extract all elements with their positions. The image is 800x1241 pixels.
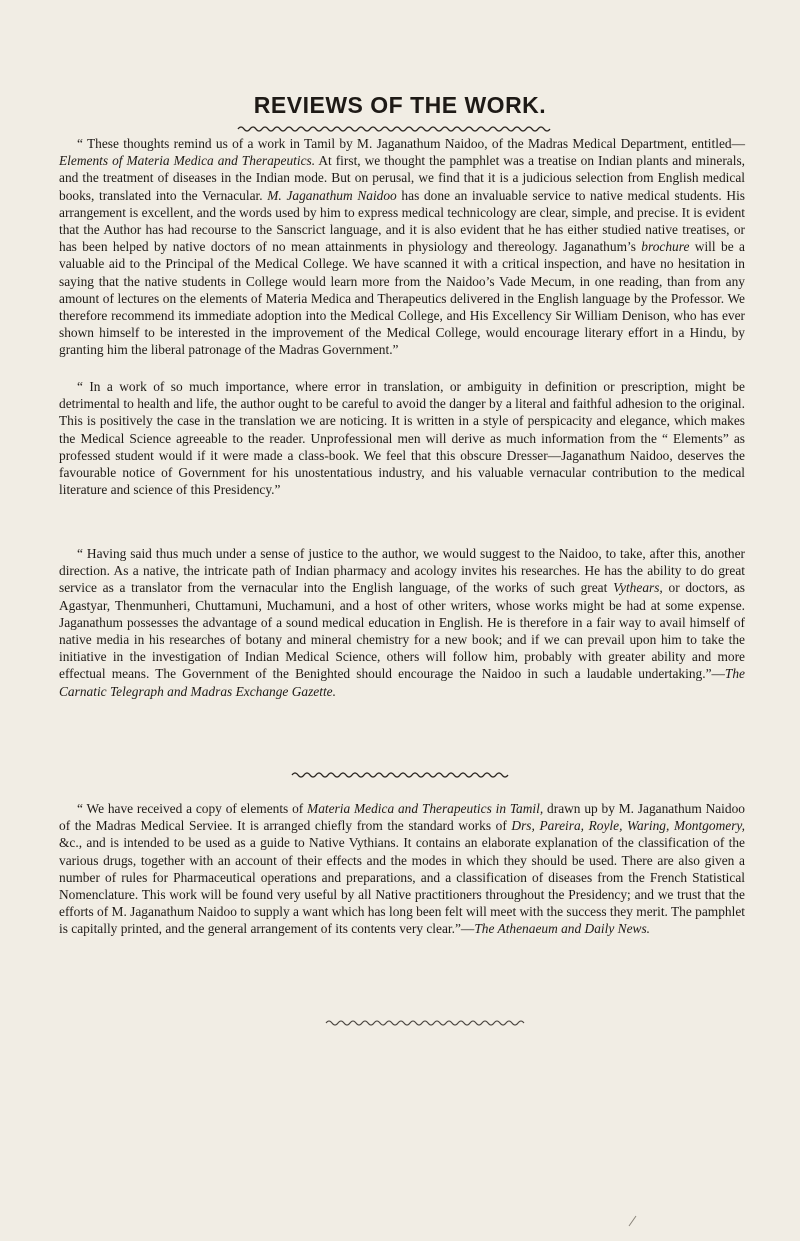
page-title: REVIEWS OF THE WORK. [253,92,547,118]
text-segment: “ These thoughts remind us of a work in Tamil by M. Jaganathum Naidoo, of the Madras Medical Department, entitled— [77,136,745,151]
italic-text-segment: The Athenaeum and Daily News. [474,921,651,937]
text-segment: will be a valuable aid to the Principal of the Medical College. We have scanned it with a critical inspection, and have no hesitation in saying that the native students in College would learn more from the Naidoo’s Vade Mecum, in one reading, than from any amount of lectures on the elements of Materia Medica and Therapeutics delivered in the English language by the Professor. We therefore recommend its immediate adoption into the Medical College, and His Excellency Sir William Denison, who has ever shown himself to be interested in the improvement of the Medical College, would encourage literary effort in a Hindu, by granting him the liberal patronage of the Madras Government.” [59,239,745,358]
text-segment: drawn up by M. Jaganathum Naidoo of the Madras Medical Serviee. It is arranged chiefly from the standard works of [59,801,745,834]
review-paragraph [59,800,745,938]
text-segment: “ Having said thus much under a sense of justice to the author, we would suggest to the Naidoo, to take, after this, another direction. As a native, the intricate path of Indian pharmacy and acology invites his researches. He has the ability to do great service as a translator from the vernacular into the English language, of the works of such great [59,546,745,596]
italic-text-segment: M. Jaganathum Naidoo [267,187,397,203]
italic-text-segment: Vythears, [613,580,663,596]
text-segment: or doctors, as Agastyar, Thenmunheri, Chuttamuni, Muchamuni, and a host of other writers, whose works might be had at some expense. Jaganathum possesses the advantage of a sound medical education in English. He is therefore in a fair way to avail himself of native media in his researches of botany and mineral chemistry for a new book; and if we can prevail upon him to take the initiative in the investigation of Indian Medical Science, others will follow him, probably with greater ability and more effectual means. The Government of the Benighted should encourage the Naidoo in such a laudable undertaking.”— [59,580,745,682]
italic-text-segment: brochure [641,239,690,255]
review-paragraph [59,545,745,700]
text-segment: has done an invaluable service to native medical students. His arrangement is excellent, and the words used by him to express medical technicology are clear, simple, and precise. It is evident that the Author has had recourse to the Sanscrict language, and it is also evident that he has either studied native treatises, or has been helped by native doctors of no mean attainments in physiology and thereology. Jaganathum’s [59,187,745,255]
text-segment: “ We have received a copy of elements of [77,801,308,816]
review-paragraph [59,135,745,359]
italic-text-segment: Materia Medica and Therapeutics in Tamil, [307,801,544,816]
wavy-rule-middle [0,770,800,780]
text-segment: “ In a work of so much importance, where error in translation, or ambiguity in definition or prescription, might be detrimental to health and life, the author ought to be careful to avoid the danger by a literal and faithful adhesion to the original. This is positively the case in the translation we are noticing. It is written in a style of perspicacity and elegance, which makes the Medical Science agreeable to the reader. Unprofessional men will derive as much information from the “ Elements” as professed student would if it were made a class-book. We feel that this obscure Dresser—Jaganathum Naidoo, deserves the favourable notice of Government for his unostentatious industry, and his valuable vernacular contribution to the medical literature and science of this Presidency.” [59,379,745,498]
wavy-rule-bottom [0,1018,800,1028]
wavy-rule-top [0,124,800,134]
ink-mark-icon [628,1214,638,1228]
italic-text-segment: Elements of Materia Medica and Therapeutics. [59,153,316,169]
text-segment: &c., and is intended to be used as a guide to Native Vythians. It contains an elaborate explanation of the classification of the various drugs, together with an account of their effects and the modes in which they should be used. There are also given a number of rules for Pharmaceutical operations and preparations, and a classification of diseases from the French Statistical Nomenclature. This work will be found very useful by all Native practitioners throughout the Presidency; and we trust that the efforts of M. Jaganathum Naidoo to supply a want which has long been felt will meet with the success they merit. The pamphlet is capitally printed, and the general arrangement of its contents very clear.”— [59,835,745,937]
text-segment: At first, we thought the pamphlet was a treatise on Indian plants and minerals, and the treatment of diseases in the Indian mode. But on perusal, we find that it is a judicious selection from English medical books, translated into the Vernacular. [59,153,746,203]
review-paragraph [59,378,745,498]
italic-text-segment: The Carnatic Telegraph and Madras Exchange Gazette. [59,666,745,699]
italic-text-segment: Drs, Pareira, Royle, Waring, Montgomery, [511,818,745,834]
